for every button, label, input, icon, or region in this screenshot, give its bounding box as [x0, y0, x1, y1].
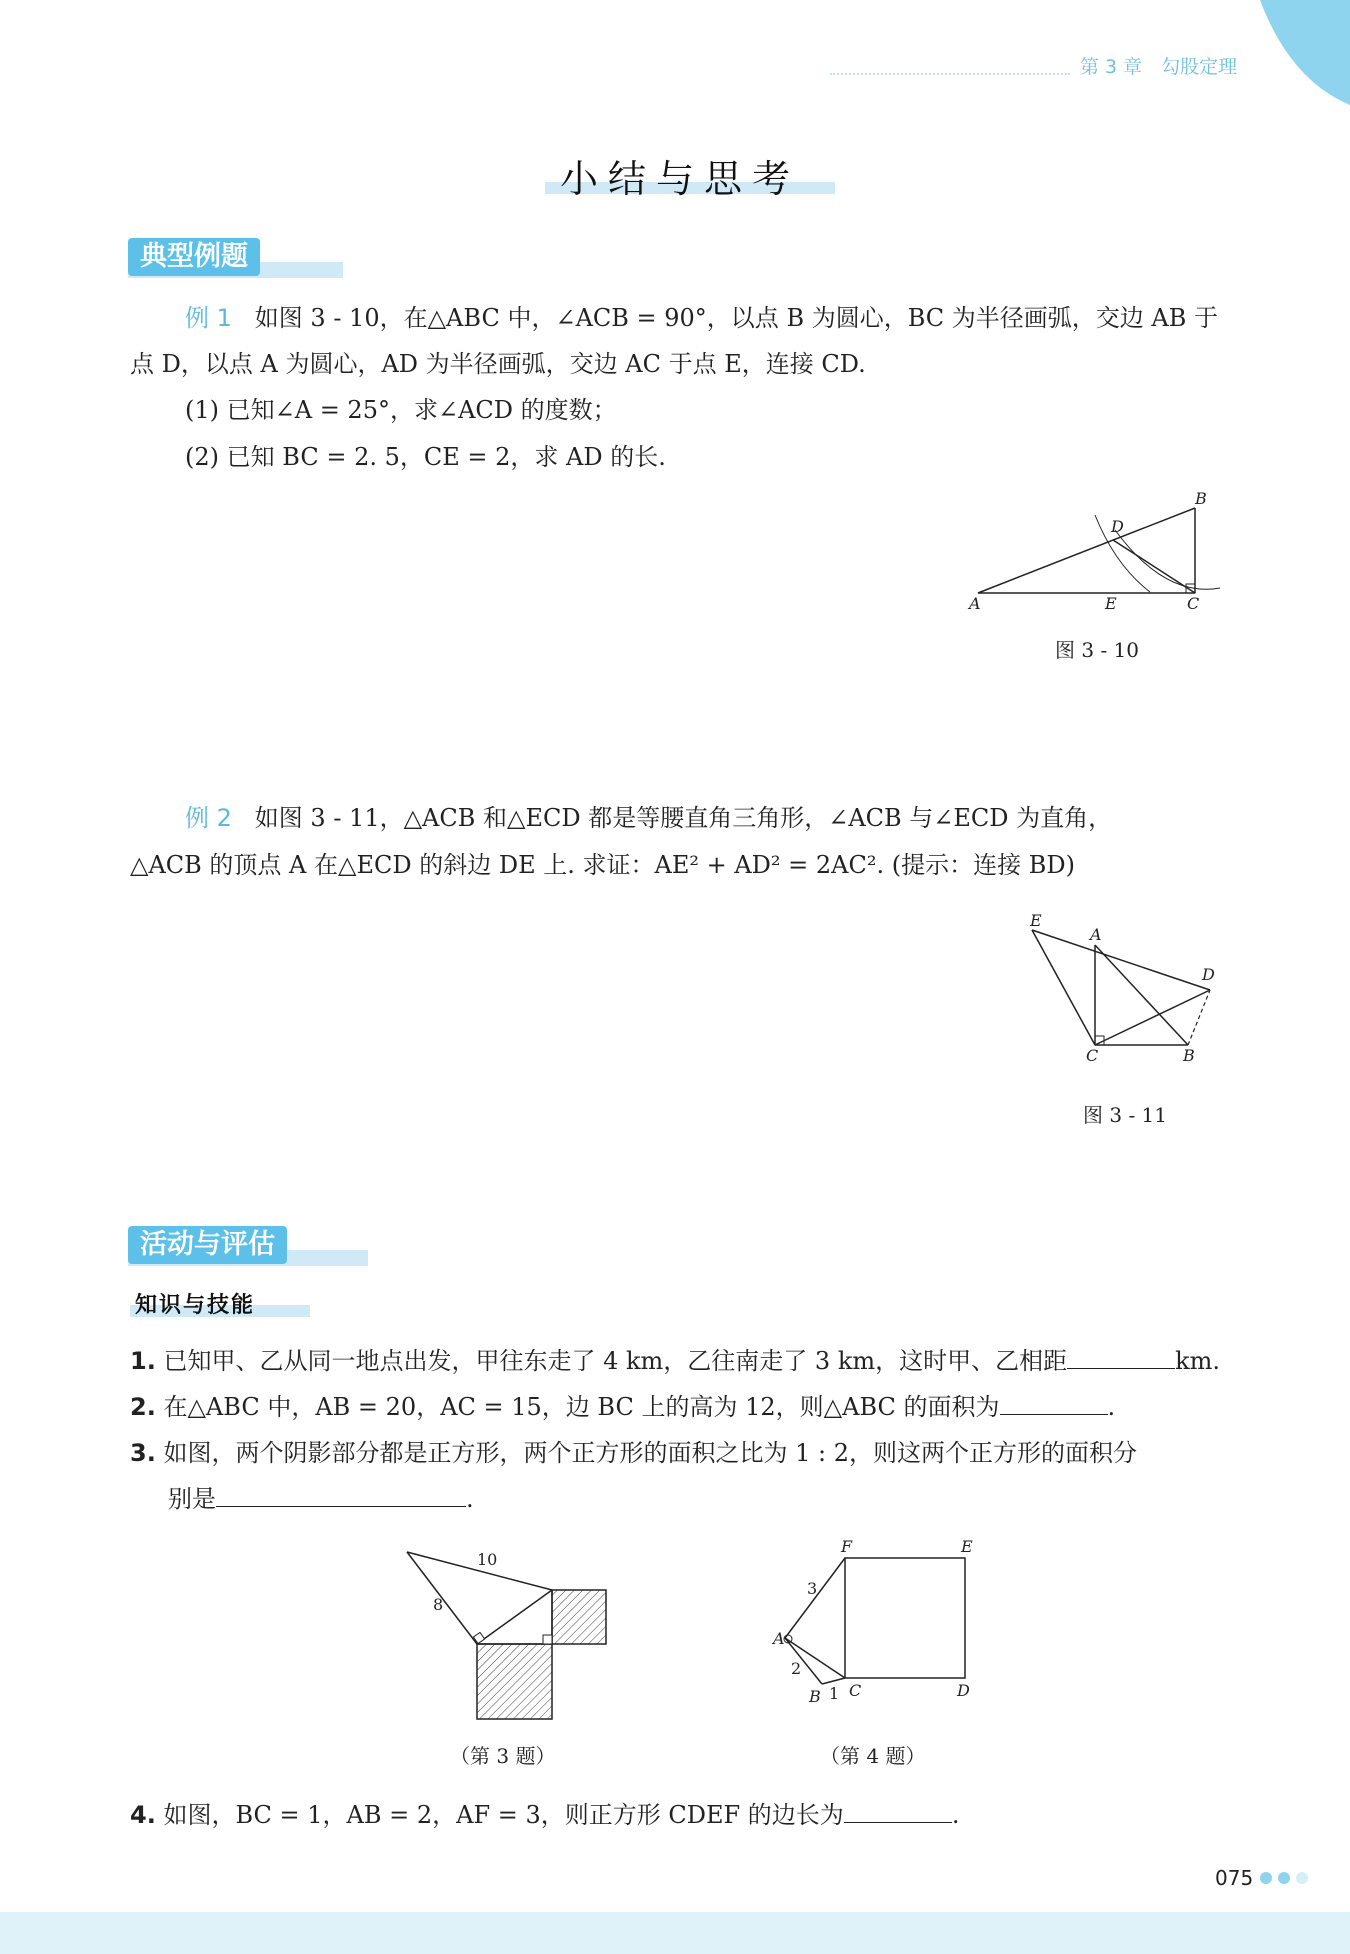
example1-line2: 点 D，以点 A 为圆心，AD 为半径画弧，交边 AC 于点 E，连接 CD.	[130, 350, 866, 378]
q3-label-10: 10	[477, 1550, 498, 1569]
example2-line1	[185, 803, 1112, 833]
fig311-label-D: D	[1202, 965, 1215, 984]
figure-3-11-caption: 图 3 - 11	[1083, 1103, 1168, 1127]
problem-1-text: 已知甲、乙从同一地点出发，甲往东走了 4 km，乙往南走了 3 km，这时甲、乙相距	[163, 1347, 1068, 1375]
q4-label-B: B	[809, 1687, 821, 1706]
header-dotted-line	[830, 73, 1070, 75]
figure-q4-caption: （第 4 题）	[820, 1744, 926, 1768]
q4-label-F: F	[841, 1537, 853, 1556]
q4-label-2: 2	[791, 1659, 802, 1678]
chapter-label: 第 3 章 勾股定理	[1080, 56, 1238, 78]
problem-3	[130, 1438, 1137, 1468]
problem-4-number: 4.	[130, 1801, 156, 1829]
fig310-label-B: B	[1195, 489, 1207, 508]
footer-dot-1	[1260, 1872, 1272, 1884]
fig310-label-D: D	[1111, 517, 1124, 536]
figure-q3-caption: （第 3 题）	[450, 1744, 556, 1768]
page-title: 小结与思考	[560, 157, 801, 201]
problem-2-number: 2.	[130, 1393, 156, 1421]
q4-label-E: E	[961, 1537, 973, 1556]
figure-q4	[765, 1532, 985, 1722]
section-activity: 活动与评估	[128, 1226, 287, 1264]
problem-1-blank[interactable]	[1067, 1346, 1175, 1369]
q4-label-3: 3	[807, 1579, 818, 1598]
footer-dot-3	[1296, 1872, 1308, 1884]
problem-1	[130, 1346, 1220, 1376]
problem-4-text: 如图，BC = 1，AB = 2，AF = 3，则正方形 CDEF 的边长为	[163, 1801, 844, 1829]
problem-3-end: .	[466, 1485, 474, 1513]
figure-3-10	[965, 480, 1235, 620]
q4-label-1: 1	[829, 1684, 840, 1703]
fig311-label-E: E	[1030, 911, 1042, 930]
fig311-label-C: C	[1086, 1046, 1099, 1065]
problem-4-end: .	[951, 1801, 960, 1829]
example1-label: 例 1	[185, 304, 232, 332]
fig311-label-B: B	[1183, 1046, 1195, 1065]
q4-label-D: D	[957, 1681, 970, 1700]
problem-4-blank[interactable]	[844, 1800, 952, 1823]
example2-text1: 如图 3 - 11，△ACB 和△ECD 都是等腰直角三角形，∠ACB 与∠ECD 为直角，	[254, 804, 1113, 832]
fig311-label-A: A	[1090, 925, 1102, 944]
corner-decoration	[1250, 0, 1350, 110]
example2-label: 例 2	[185, 804, 232, 832]
problem-1-number: 1.	[130, 1347, 156, 1375]
section-typical-examples: 典型例题	[128, 238, 260, 276]
problem-2	[130, 1392, 1115, 1422]
example1-q2: (2) 已知 BC = 2. 5，CE = 2，求 AD 的长.	[185, 443, 666, 471]
q4-label-C: C	[849, 1681, 862, 1700]
problem-2-blank[interactable]	[1000, 1392, 1108, 1415]
figure-3-10-caption: 图 3 - 10	[1055, 638, 1140, 662]
fig310-label-C: C	[1187, 594, 1200, 613]
q3-label-8: 8	[433, 1595, 444, 1614]
example2-line2: △ACB 的顶点 A 在△ECD 的斜边 DE 上. 求证：AE² + AD² = 2AC². (提示：连接 BD)	[130, 851, 1075, 879]
subsection-knowledge: 知识与技能	[135, 1293, 256, 1318]
fig310-label-E: E	[1105, 594, 1117, 613]
example1-text1: 如图 3 - 10，在△ABC 中，∠ACB = 90°，以点 B 为圆心，BC 为半径画弧，交边 AB 于	[254, 304, 1219, 332]
problem-3-text2: 别是	[168, 1485, 216, 1513]
problem-3-number: 3.	[130, 1439, 156, 1467]
problem-3-text: 如图，两个阴影部分都是正方形，两个正方形的面积之比为 1 : 2，则这两个正方形的面积分	[163, 1439, 1137, 1467]
q4-label-A: A	[773, 1629, 785, 1648]
problem-3-line2	[168, 1484, 474, 1514]
problem-1-unit: km.	[1175, 1347, 1221, 1375]
figure-q3	[395, 1540, 625, 1740]
problem-4	[130, 1800, 959, 1830]
problem-3-blank[interactable]	[216, 1484, 466, 1507]
figure-3-11	[1020, 910, 1240, 1070]
footer-dot-2	[1278, 1872, 1290, 1884]
problem-2-end: .	[1107, 1393, 1116, 1421]
fig310-label-A: A	[969, 594, 981, 613]
example1-q1: (1) 已知∠A = 25°，求∠ACD 的度数；	[185, 396, 617, 424]
example1-line1	[185, 303, 1218, 333]
bottom-band	[0, 1912, 1350, 1954]
problem-2-text: 在△ABC 中，AB = 20，AC = 15，边 BC 上的高为 12，则△ABC 的面积为	[163, 1393, 1000, 1421]
page-number: 075	[1215, 1866, 1254, 1890]
